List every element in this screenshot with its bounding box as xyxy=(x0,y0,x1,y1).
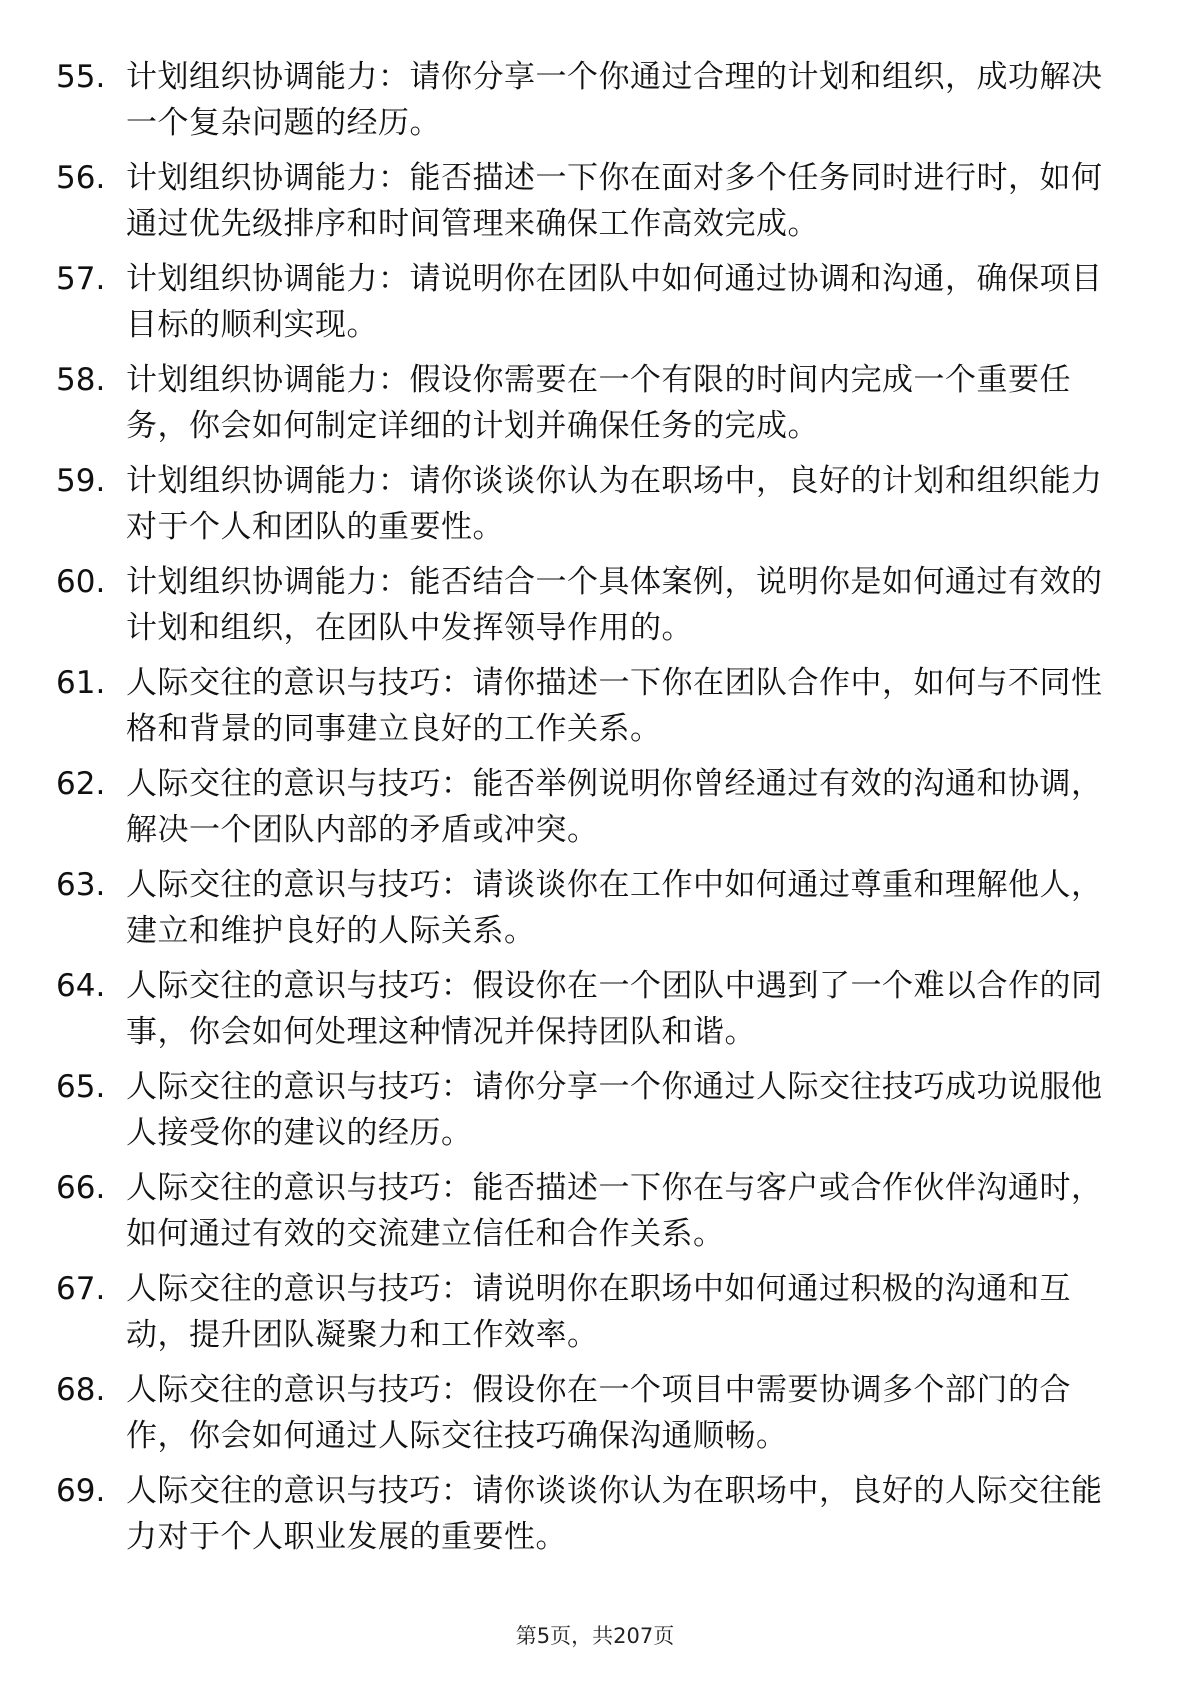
question-item xyxy=(56,357,1106,458)
question-text: 人际交往的意识与技巧：假设你在一个团队中遇到了一个难以合作的同事，你会如何处理这种情况并保持团队和谐。 xyxy=(126,968,1103,1050)
question-item xyxy=(56,1165,1106,1266)
question-text: 人际交往的意识与技巧：请你分享一个你通过人际交往技巧成功说服他人接受你的建议的经历。 xyxy=(126,1069,1103,1151)
question-text: 计划组织协调能力：请你谈谈你认为在职场中，良好的计划和组织能力对于个人和团队的重要性。 xyxy=(126,463,1103,545)
question-number: 55. xyxy=(56,59,106,95)
question-number: 65. xyxy=(56,1069,106,1105)
question-item xyxy=(56,1468,1106,1569)
question-number: 59. xyxy=(56,463,106,499)
question-text: 人际交往的意识与技巧：假设你在一个项目中需要协调多个部门的合作，你会如何通过人际交往技巧确保沟通顺畅。 xyxy=(126,1372,1071,1454)
question-item xyxy=(56,559,1106,660)
question-text: 人际交往的意识与技巧：请说明你在职场中如何通过积极的沟通和互动，提升团队凝聚力和工作效率。 xyxy=(126,1271,1071,1353)
question-number: 69. xyxy=(56,1473,106,1509)
question-text: 计划组织协调能力：能否描述一下你在面对多个任务同时进行时，如何通过优先级排序和时间管理来确保工作高效完成。 xyxy=(126,160,1103,242)
question-text: 人际交往的意识与技巧：能否举例说明你曾经通过有效的沟通和协调，解决一个团队内部的矛盾或冲突。 xyxy=(126,766,1103,848)
question-item xyxy=(56,155,1106,256)
question-number: 58. xyxy=(56,362,106,398)
question-text: 计划组织协调能力：请说明你在团队中如何通过协调和沟通，确保项目目标的顺利实现。 xyxy=(126,261,1103,343)
question-text: 人际交往的意识与技巧：请谈谈你在工作中如何通过尊重和理解他人，建立和维护良好的人际关系。 xyxy=(126,867,1103,949)
question-list xyxy=(56,54,1106,1569)
question-text: 计划组织协调能力：假设你需要在一个有限的时间内完成一个重要任务，你会如何制定详细的计划并确保任务的完成。 xyxy=(126,362,1071,444)
question-number: 62. xyxy=(56,766,106,802)
question-number: 60. xyxy=(56,564,106,600)
question-number: 57. xyxy=(56,261,106,297)
question-item xyxy=(56,1266,1106,1367)
question-number: 68. xyxy=(56,1372,106,1408)
question-text: 计划组织协调能力：请你分享一个你通过合理的计划和组织，成功解决一个复杂问题的经历。 xyxy=(126,59,1103,141)
question-item xyxy=(56,256,1106,357)
question-item xyxy=(56,54,1106,155)
question-item xyxy=(56,1064,1106,1165)
question-number: 61. xyxy=(56,665,106,701)
question-text: 人际交往的意识与技巧：请你描述一下你在团队合作中，如何与不同性格和背景的同事建立良好的工作关系。 xyxy=(126,665,1103,747)
question-number: 67. xyxy=(56,1271,106,1307)
page-number-label: 第5页，共207页 xyxy=(515,1624,675,1648)
question-item xyxy=(56,862,1106,963)
question-item xyxy=(56,660,1106,761)
question-item xyxy=(56,761,1106,862)
question-number: 66. xyxy=(56,1170,106,1206)
question-number: 56. xyxy=(56,160,106,196)
question-number: 63. xyxy=(56,867,106,903)
question-text: 计划组织协调能力：能否结合一个具体案例，说明你是如何通过有效的计划和组织，在团队中发挥领导作用的。 xyxy=(126,564,1103,646)
question-item xyxy=(56,963,1106,1064)
question-number: 64. xyxy=(56,968,106,1004)
question-text: 人际交往的意识与技巧：能否描述一下你在与客户或合作伙伴沟通时，如何通过有效的交流建立信任和合作关系。 xyxy=(126,1170,1103,1252)
question-item xyxy=(56,458,1106,559)
page-footer xyxy=(0,1622,1190,1650)
question-item xyxy=(56,1367,1106,1468)
question-text: 人际交往的意识与技巧：请你谈谈你认为在职场中，良好的人际交往能力对于个人职业发展的重要性。 xyxy=(126,1473,1103,1555)
